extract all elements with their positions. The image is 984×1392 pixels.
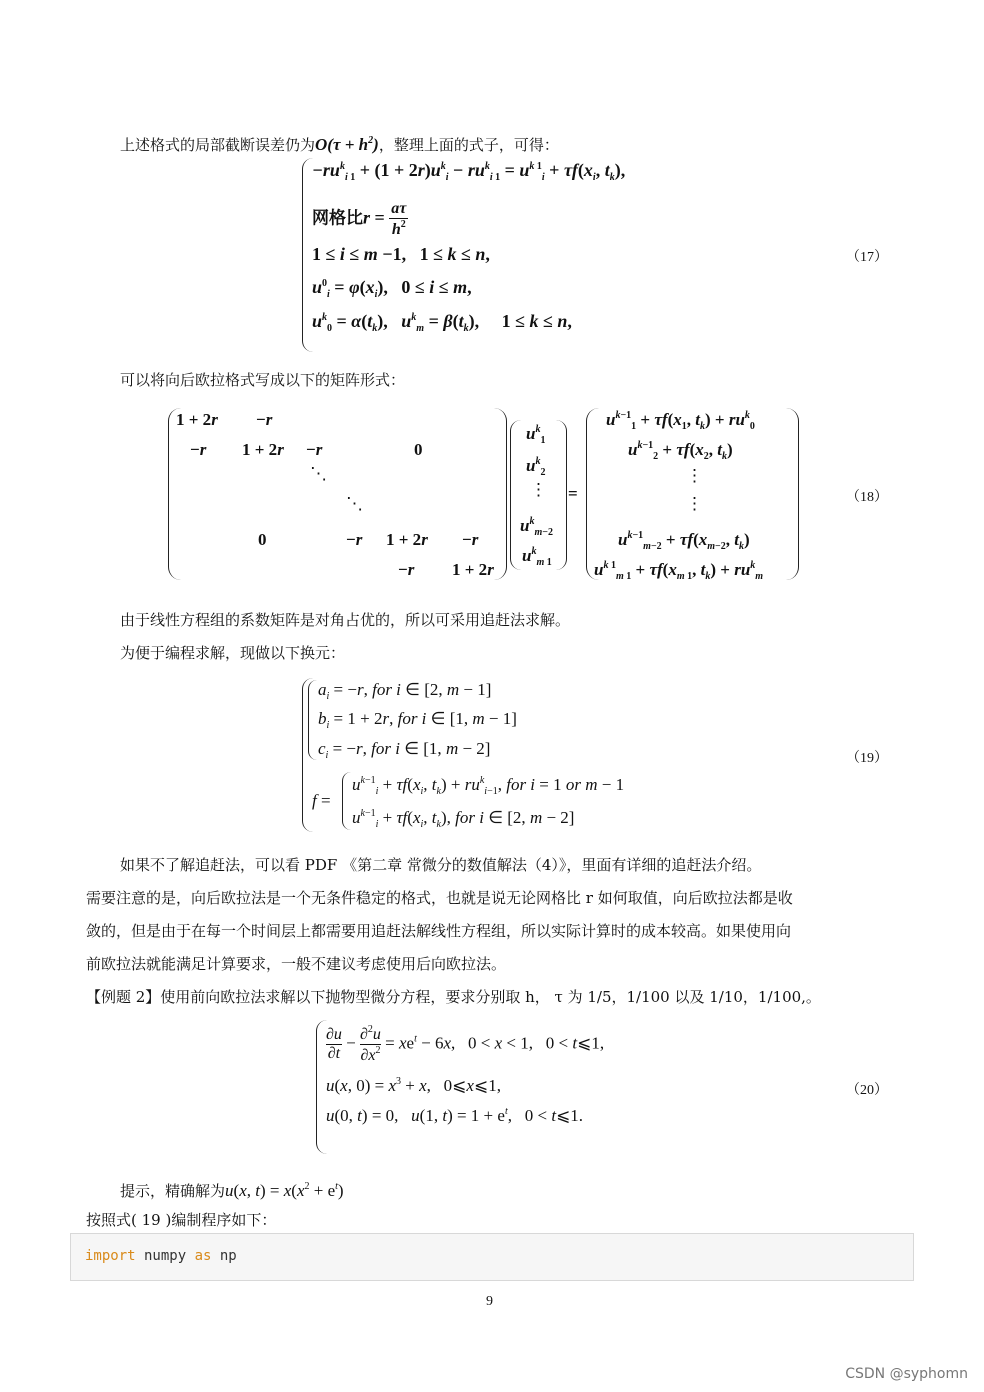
eq20-line3: u(0, t) = 0, u(1, $t) = 1 + e^t$, 0 < t⩽1. bbox=[326, 1106, 584, 1125]
eq18-number: （18） bbox=[846, 490, 888, 505]
brace-19-f bbox=[342, 772, 351, 830]
matrix-cell: 1 + 2r bbox=[242, 440, 284, 459]
vector-u-right-paren bbox=[556, 420, 567, 570]
rhs-cell: $u^{k-1}_2 + \tau f(x_2$, $t_k$) bbox=[628, 440, 733, 462]
rhs-vdots: ⋮ bbox=[686, 494, 703, 513]
matrix-A-right-paren bbox=[494, 408, 507, 580]
paragraph-thomas-reference: 如果不了解追赶法，可以看 PDF 《第二章 常微分的数值解法（4）》，里面有详细的追赶法介绍。 bbox=[120, 856, 762, 874]
matrix-cell: −r bbox=[306, 440, 323, 459]
code-line bbox=[85, 1248, 237, 1264]
p1-tail: ，整理上面的式子，可得： bbox=[378, 136, 559, 154]
code-keyword-import: import bbox=[85, 1248, 136, 1264]
matrix-cell: 0 bbox=[258, 530, 267, 549]
eq17-line1: $-ru^k_{i 1} + (1 + 2r)u^k_i - ru^k_{i 1} = u^{k 1}_i + \tau f(x_i$, $t_k$), bbox=[312, 160, 626, 183]
p7-text: 提示，精确解为 bbox=[120, 1182, 226, 1200]
matrix-cell: −r bbox=[346, 530, 363, 549]
eq17-line2: 网格比r = $\frac{a\tau}{h^2}$ bbox=[312, 200, 407, 238]
eq19-f-label: f = bbox=[312, 791, 331, 810]
brace-19-inner bbox=[308, 680, 317, 760]
matrix-ddots: ⋱ bbox=[346, 494, 363, 513]
matrix-cell: −r bbox=[190, 440, 207, 459]
rhs-cell: $u^{k-1}_1 + \tau f(x_1$, $t_k) + ru^k_0$ bbox=[606, 410, 755, 432]
vector-rhs-right-paren bbox=[786, 408, 799, 580]
watermark: CSDN @syphomn bbox=[845, 1366, 968, 1382]
vector-cell: $u^k_1$ bbox=[526, 424, 546, 446]
p1-text: 上述格式的局部截断误差仍为 bbox=[120, 136, 316, 154]
eq20-line1: $\frac{\partial u}{\partial t}$ − $\frac{\partial^2u}{\partial x^2}$ = $xe^t - 6x$, 0 < x < 1, 0 < t⩽1, bbox=[326, 1024, 605, 1064]
eq17-line5: $u^k_0 = \alpha(t_k)$, $u^k_m = \beta(t_k)$, 1 ≤ k ≤ n, bbox=[312, 311, 572, 334]
rhs-cell: $u^{k 1}_{m 1} + \tau f(x_{m 1}$, $t_k) + ru^k_m$ bbox=[594, 560, 764, 582]
matrix-A-left-paren bbox=[168, 408, 181, 580]
eq19-line3: $c_i = -r$, for i ∈ [1, m − 2] bbox=[318, 739, 491, 761]
eq17-number: （17） bbox=[846, 250, 888, 265]
paragraph-exact-solution bbox=[120, 1177, 344, 1201]
paragraph-program-intro: 按照式( 19 )编制程序如下： bbox=[86, 1211, 277, 1229]
vector-vdots: ⋮ bbox=[530, 480, 547, 499]
matrix-cell: 1 + 2r bbox=[176, 410, 218, 429]
p1-math: $O(\tau + h^2)$ bbox=[315, 135, 379, 154]
eq19-line4b: $u^{k-1}_i + \tau f(x_i$, $t_k$), for i ∈ [2, m − 2] bbox=[352, 808, 575, 830]
matrix-cell: −r bbox=[398, 560, 415, 579]
eq20-line2: u(x, $0) = x^3 + x$, 0⩽x⩽1, bbox=[326, 1076, 501, 1095]
eq19-line1: $a_i = -r$, for i ∈ [2, m − 1] bbox=[318, 680, 492, 702]
eq19-number: （19） bbox=[846, 751, 888, 766]
paragraph-substitution: 为便于编程求解，现做以下换元： bbox=[120, 644, 346, 662]
vector-rhs-left-paren bbox=[586, 408, 599, 580]
code-module: numpy bbox=[135, 1248, 195, 1264]
paragraph-stability-line1: 需要注意的是，向后欧拉法是一个无条件稳定的格式，也就是说无论网格比 r 如何取值，向后欧拉法都是收 bbox=[86, 889, 793, 907]
eq20-number: （20） bbox=[846, 1083, 888, 1098]
code-keyword-as: as bbox=[194, 1248, 212, 1264]
matrix-cell: −r bbox=[256, 410, 273, 429]
eq17-line4: $u^0_i = \varphi(x_i)$, 0 ≤ i ≤ m, bbox=[312, 277, 472, 300]
matrix-ddots: ⋱ bbox=[310, 464, 327, 483]
vector-cell: $u^k_{m-2}$ bbox=[520, 516, 553, 538]
vector-u-left-paren bbox=[510, 420, 521, 570]
p7-math: u(x, $t) = x(x^2 + e^t)$ bbox=[225, 1181, 344, 1200]
rhs-cell: $u^{k-1}_{m-2} + \tau f(x_{m-2}$, $t_k$) bbox=[618, 530, 750, 552]
vector-cell: $u^k_{m 1}$ bbox=[522, 546, 552, 568]
paragraph-diagonal-dominance: 由于线性方程组的系数矩阵是对角占优的，所以可采用追赶法求解。 bbox=[120, 611, 571, 629]
eq17-line3: 1 ≤ i ≤ m −1, 1 ≤ k ≤ n, bbox=[312, 244, 490, 264]
matrix-cell: 0 bbox=[414, 440, 423, 459]
equals-sign: = bbox=[568, 484, 578, 503]
matrix-cell: 1 + 2r bbox=[452, 560, 494, 579]
matrix-cell: −r bbox=[462, 530, 479, 549]
code-block[interactable] bbox=[70, 1233, 914, 1281]
page-number: 9 bbox=[486, 1294, 493, 1309]
eq19-line2: $b_i = 1 + 2r$, for i ∈ [1, m − 1] bbox=[318, 709, 517, 731]
paragraph-error-order bbox=[120, 131, 559, 155]
code-alias: np bbox=[211, 1248, 237, 1264]
matrix-cell: 1 + 2r bbox=[386, 530, 428, 549]
rhs-vdots: ⋮ bbox=[686, 466, 703, 485]
paragraph-matrix-form: 可以将向后欧拉格式写成以下的矩阵形式： bbox=[120, 371, 406, 389]
vector-cell: $u^k_2$ bbox=[526, 456, 546, 478]
paragraph-stability-line2: 敛的，但是由于在每一个时间层上都需要用追赶法解线性方程组，所以实际计算时的成本较高。如果使用向 bbox=[86, 922, 792, 940]
eq19-line4a: $u^{k-1}_i + \tau f(x_i$, $t_k) + ru^k_{i-1}$, for i = 1 or m − 1 bbox=[352, 775, 625, 797]
paragraph-example-2: 【例题 2】使用前向欧拉法求解以下抛物型微分方程，要求分别取 h， τ 为 1/5，1/100 以及 1/10，1/100,。 bbox=[86, 988, 821, 1006]
paragraph-stability-line3: 前欧拉法就能满足计算要求，一般不建议考虑使用后向欧拉法。 bbox=[86, 955, 507, 973]
